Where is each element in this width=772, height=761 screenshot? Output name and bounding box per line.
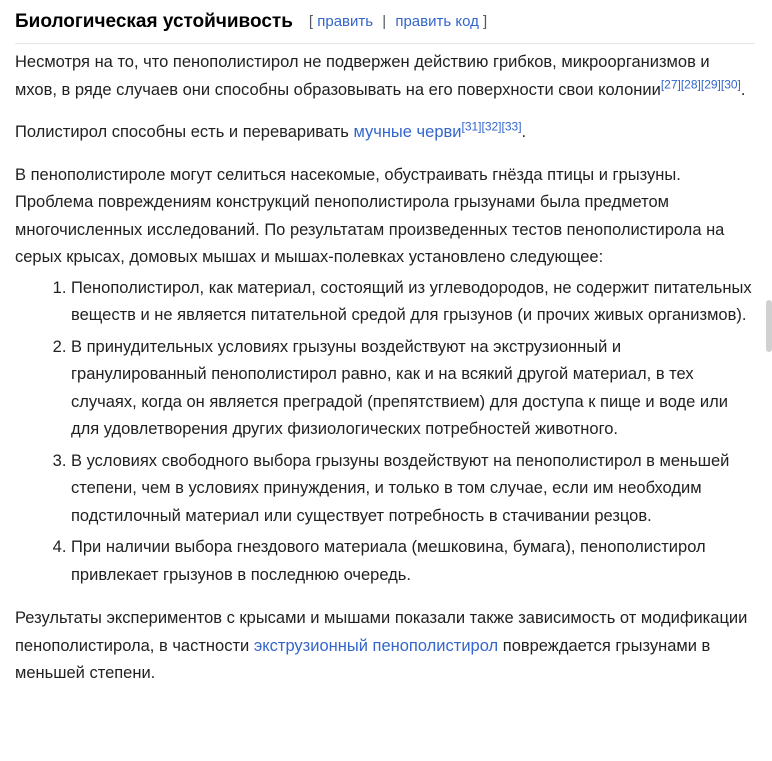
ref-link[interactable]: [32]: [481, 119, 502, 134]
paragraph-fungi-end: .: [740, 80, 746, 99]
list-item: 3. В условиях свободного выбора грызуны воздействуют на пенополистирол в меньшей степени, чем в условиях принуждения, и только в том случае, если им необходим подстилочный материал или существует потребность в стачивании резцов.: [71, 448, 755, 531]
list-item: 4. При наличии выбора гнездового материала (мешковина, бумага), пенополистирол привлекает грызунов в последнюю очередь.: [71, 534, 755, 589]
mealworms-link[interactable]: мучные черви: [353, 123, 462, 141]
list-item: 1. Пенополистирол, как материал, состоящий из углеводородов, не содержит питательных веществ и не является питательной средой для грызунов (и прочих живых организмов).: [71, 275, 755, 330]
edit-bracket-open: [: [308, 13, 314, 30]
paragraph-results: [15, 605, 755, 688]
edit-code-link[interactable]: править код: [395, 13, 479, 30]
paragraph-mealworms-text: Полистирол способны есть и переваривать: [15, 123, 354, 141]
ref-link[interactable]: [27]: [660, 77, 681, 91]
scrollbar-thumb[interactable]: [766, 300, 772, 352]
paragraph-results-end: повреждается грызунами в меньшей степени.: [15, 636, 711, 682]
ref-link[interactable]: [28]: [680, 77, 701, 91]
paragraph-results-text: Результаты экспериментов с крысами и мышами показали также зависимость от модификации пенополистирола, в частности: [15, 609, 748, 655]
edit-separator: |: [382, 13, 387, 30]
paragraph-rodents-intro: В пенополистироле могут селиться насекомые, обустраивать гнёзда птицы и грызуны. Проблема повреждениям конструкций пенополистирола грызунами была предметом многочисленных исследований. По результатам произведенных тестов пенополистирола на серых крысах, домовых мышах и мышах-полевках установлено следующее:: [15, 165, 725, 266]
edit-link[interactable]: править: [317, 13, 374, 30]
paragraph-fungi: [15, 49, 755, 104]
section-heading-row: [15, 0, 755, 44]
findings-list: [15, 275, 755, 590]
extruded-polystyrene-link[interactable]: экструзионный пенополистирол: [253, 636, 499, 655]
paragraph-fungi-text: Несмотря на то, что пенополистирол не подвержен действию грибков, микроорганизмов и мхов, в ряде случаев они способны образовывать на его поверхности свои колонии: [15, 53, 710, 99]
paragraph-mealworms-end: .: [521, 123, 527, 141]
ref-group-2: [461, 120, 521, 134]
article-content: [15, 0, 755, 688]
ref-link[interactable]: [33]: [501, 119, 522, 134]
edit-bracket-close: ]: [483, 13, 488, 30]
edit-section-links: [309, 9, 487, 35]
ref-group-1: [661, 77, 741, 91]
ref-link[interactable]: [31]: [461, 119, 482, 134]
section-heading: Биологическая устойчивость: [15, 11, 293, 32]
list-item: 2. В принудительных условиях грызуны воздействуют на экструзионный и гранулированный пенополистирол равно, как и на всякий другой материал, в тех случаях, когда он является преградой (препятствием) для доступа к пище и воде или для удовлетворения других физиологических потребностей животного.: [71, 334, 755, 444]
ref-link[interactable]: [30]: [720, 77, 741, 91]
paragraph-mealworms: [15, 119, 755, 147]
ref-link[interactable]: [29]: [700, 77, 721, 91]
